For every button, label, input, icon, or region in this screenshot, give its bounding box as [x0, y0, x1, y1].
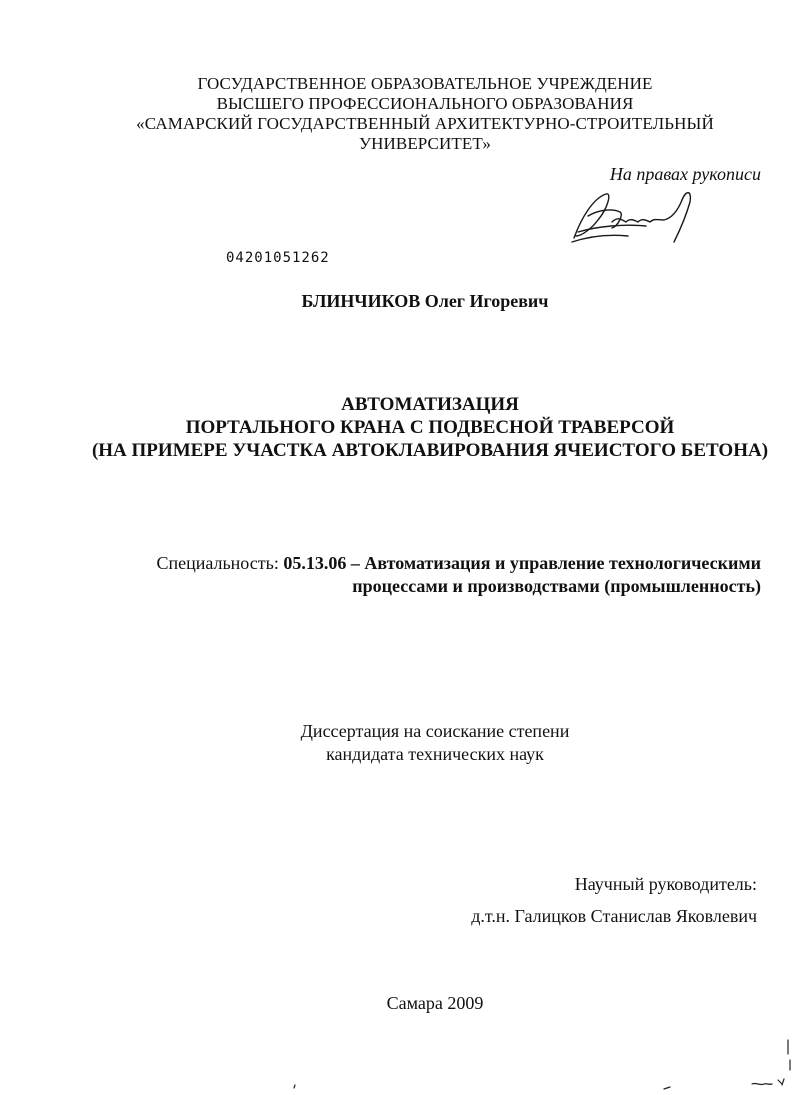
title-line: ПОРТАЛЬНОГО КРАНА С ПОДВЕСНОЙ ТРАВЕРСОЙ	[185, 417, 675, 438]
specialty-label: Специальность:	[156, 553, 284, 573]
specialty-block	[156, 552, 761, 598]
supervisor-name: д.т.н. Галицков Станислав Яковлевич	[471, 906, 757, 926]
specialty-name-line1: – Автоматизация и управление технологическими	[346, 553, 761, 573]
author-signature	[568, 186, 698, 248]
document-code: 04201051262	[226, 250, 330, 266]
degree-line: Диссертация на соискание степени	[300, 721, 570, 741]
author-name: БЛИНЧИКОВ Олег Игоревич	[301, 291, 549, 311]
degree-statement	[0, 720, 795, 766]
supervisor-label: Научный руководитель:	[574, 874, 757, 894]
institution-line: ВЫСШЕГО ПРОФЕССИОНАЛЬНОГО ОБРАЗОВАНИЯ	[216, 94, 634, 113]
institution-line: ГОСУДАРСТВЕННОЕ ОБРАЗОВАТЕЛЬНОЕ УЧРЕЖДЕНИЕ	[197, 74, 653, 93]
manuscript-rights-note: На правах рукописи	[609, 164, 761, 184]
specialty-code: 05.13.06	[283, 553, 347, 573]
thesis-title	[0, 393, 795, 462]
specialty-name-line2: процессами и производствами (промышленность)	[352, 576, 761, 596]
title-line: АВТОМАТИЗАЦИЯ	[341, 394, 519, 415]
institution-line: «САМАРСКИЙ ГОСУДАРСТВЕННЫЙ АРХИТЕКТУРНО-СТРОИТЕЛЬНЫЙ	[136, 114, 714, 133]
institution-header	[0, 74, 795, 154]
degree-line: кандидата технических наук	[326, 744, 544, 764]
institution-line: УНИВЕРСИТЕТ»	[358, 134, 491, 153]
city-year: Самара 2009	[386, 993, 484, 1013]
supervisor-block	[471, 868, 757, 932]
title-line: (НА ПРИМЕРЕ УЧАСТКА АВТОКЛАВИРОВАНИЯ ЯЧЕИСТОГО БЕТОНА)	[91, 440, 769, 461]
